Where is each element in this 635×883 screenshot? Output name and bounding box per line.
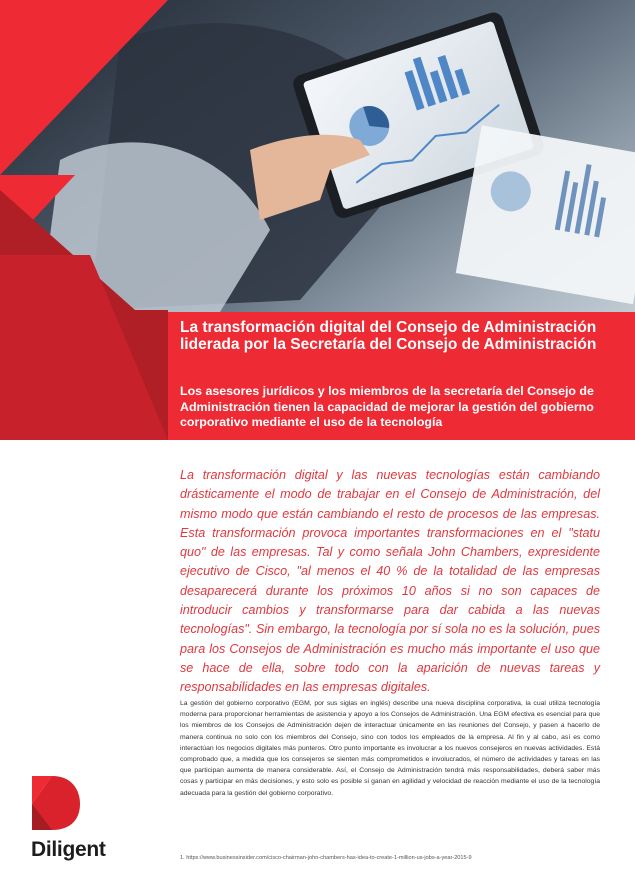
logo-wordmark: Diligent [31,838,106,861]
footnote-link[interactable]: 1. https://www.businessinsider.com/cisco-chairman-john-chambers-has-idea-to-create-1-million-us-jobs-a-year-2015-9 [180,855,472,861]
page-subtitle: Los asesores jurídicos y los miembros de la secretaría del Consejo de Administración tienen la capacidad de mejorar la gestión del gobierno corporativo mediante el uso de la tecnología [180,384,594,429]
lead-paragraph: La transformación digital y las nuevas tecnologías están cambiando drásticamente el modo de trabajar en el Consejo de Administración, del mismo modo que están cambiando el resto de procesos de las empresas. Esta transformación provoca importantes transformaciones en el "statu quo" de las empresas. Tal y como señala John Chambers, expresidente ejecutivo de Cisco, "al menos el 40 % de la totalidad de las empresas desaparecerá durante los próximos 10 años si no son capaces de introducir cambios y transformarse para dar cabida a las nuevas tecnologías". Sin embargo, la tecnología por sí sola no es la solución, pues para los Consejos de Administración es mucho más importante el uso que se hace de ella, sobre todo con la aparición de nuevas tareas y responsabilidades en las empresas digitales. [180,468,600,695]
diligent-logo [30,774,130,869]
page-title: La transformación digital del Consejo de Administración liderada por la Secretaría del Consejo de Administración [180,319,597,353]
diligent-logo-mark-icon [30,774,82,832]
body-paragraph: La gestión del gobierno corporativo (EGM, por sus siglas en inglés) describe una nueva disciplina corporativa, la cual utiliza tecnología moderna para proporcionar herramientas de asistencia y apoyo a los Consejos de Administración. Una EGM efectiva es esencial para que los miembros de los Consejos de Administración dejen de interactuar únicamente en las reuniones del Consejo, y pasen a hacerlo de manera continua no solo con los miembros del Consejo, sino con todos los empleados de la empresa. Al fin y al cabo, así es como interactúan los negocios digitales más punteros. Otro punto importante es involucrar a los nuevos consejeros en nuevas actividades. Está comprobado que, a medida que los consejeros se sienten más comprometidos e involucrados, el número de actividades y tareas en las que participan aumenta de manera considerable. Así, el Consejo de Administración tendrá más responsabilidades, deberá saber más cosas y participar en más decisiones, y esto solo es posible si ganan en agilidad y velocidad de reacción mediante el uso de la tecnología adecuada para la gestión del gobierno corporativo. [180,700,600,797]
